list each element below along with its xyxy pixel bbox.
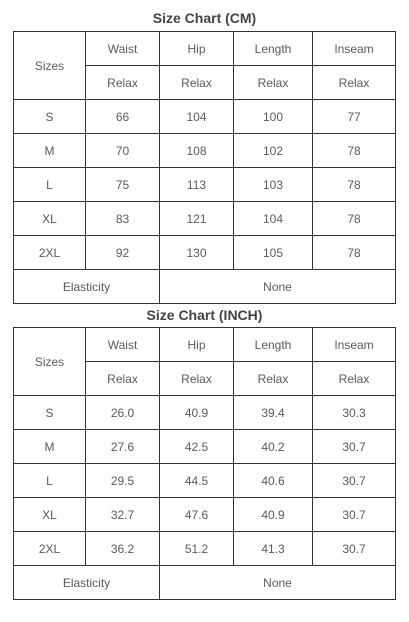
subheader-cell: Relax	[86, 362, 160, 396]
value-cell: 47.6	[160, 498, 234, 532]
value-cell: 40.9	[234, 498, 313, 532]
column-header-cell: Waist	[86, 328, 160, 362]
value-cell: 78	[313, 236, 396, 270]
value-cell: 26.0	[86, 396, 160, 430]
sizes-header-cell: Sizes	[14, 32, 86, 100]
size-cell: XL	[14, 202, 86, 236]
value-cell: 83	[86, 202, 160, 236]
subheader-cell: Relax	[313, 66, 396, 100]
table-row	[14, 236, 396, 270]
elasticity-row	[14, 566, 396, 600]
value-cell: 42.5	[160, 430, 234, 464]
column-header-cell: Length	[234, 328, 313, 362]
size-table-inch	[13, 327, 396, 600]
elasticity-value-cell: None	[160, 566, 396, 600]
table-row	[14, 100, 396, 134]
size-cell: S	[14, 100, 86, 134]
column-header-cell: Hip	[160, 328, 234, 362]
value-cell: 39.4	[234, 396, 313, 430]
value-cell: 44.5	[160, 464, 234, 498]
column-header-cell: Waist	[86, 32, 160, 66]
value-cell: 100	[234, 100, 313, 134]
subheader-cell: Relax	[313, 362, 396, 396]
value-cell: 77	[313, 100, 396, 134]
size-cell: M	[14, 134, 86, 168]
value-cell: 78	[313, 134, 396, 168]
value-cell: 92	[86, 236, 160, 270]
value-cell: 105	[234, 236, 313, 270]
table-row	[14, 168, 396, 202]
value-cell: 78	[313, 168, 396, 202]
size-cell: XL	[14, 498, 86, 532]
value-cell: 113	[160, 168, 234, 202]
size-cell: 2XL	[14, 236, 86, 270]
table-header-row	[14, 328, 396, 362]
subheader-cell: Relax	[234, 362, 313, 396]
table-row	[14, 134, 396, 168]
chart-title-cm: Size Chart (CM)	[152, 10, 257, 26]
subheader-cell: Relax	[160, 66, 234, 100]
value-cell: 30.7	[313, 430, 396, 464]
column-header-cell: Hip	[160, 32, 234, 66]
value-cell: 130	[160, 236, 234, 270]
value-cell: 30.7	[313, 464, 396, 498]
value-cell: 30.7	[313, 498, 396, 532]
size-table-cm	[13, 31, 396, 304]
value-cell: 121	[160, 202, 234, 236]
size-cell: M	[14, 430, 86, 464]
value-cell: 51.2	[160, 532, 234, 566]
value-cell: 32.7	[86, 498, 160, 532]
value-cell: 103	[234, 168, 313, 202]
table-row	[14, 532, 396, 566]
table-row	[14, 396, 396, 430]
value-cell: 41.3	[234, 532, 313, 566]
value-cell: 108	[160, 134, 234, 168]
elasticity-row	[14, 270, 396, 304]
value-cell: 78	[313, 202, 396, 236]
elasticity-label-cell: Elasticity	[14, 270, 160, 304]
column-header-cell: Length	[234, 32, 313, 66]
value-cell: 40.6	[234, 464, 313, 498]
value-cell: 102	[234, 134, 313, 168]
value-cell: 40.9	[160, 396, 234, 430]
sizes-header-cell: Sizes	[14, 328, 86, 396]
size-cell: L	[14, 168, 86, 202]
chart-title-inch: Size Chart (INCH)	[146, 307, 263, 323]
value-cell: 30.7	[313, 532, 396, 566]
value-cell: 36.2	[86, 532, 160, 566]
value-cell: 30.3	[313, 396, 396, 430]
subheader-cell: Relax	[160, 362, 234, 396]
column-header-cell: Inseam	[313, 328, 396, 362]
size-cell: S	[14, 396, 86, 430]
value-cell: 75	[86, 168, 160, 202]
elasticity-label-cell: Elasticity	[14, 566, 160, 600]
table-row	[14, 202, 396, 236]
value-cell: 29.5	[86, 464, 160, 498]
table-row	[14, 464, 396, 498]
value-cell: 104	[160, 100, 234, 134]
table-row	[14, 498, 396, 532]
value-cell: 40.2	[234, 430, 313, 464]
size-cell: L	[14, 464, 86, 498]
size-cell: 2XL	[14, 532, 86, 566]
subheader-cell: Relax	[86, 66, 160, 100]
value-cell: 27.6	[86, 430, 160, 464]
table-header-row	[14, 32, 396, 66]
table-row	[14, 430, 396, 464]
subheader-cell: Relax	[234, 66, 313, 100]
elasticity-value-cell: None	[160, 270, 396, 304]
column-header-cell: Inseam	[313, 32, 396, 66]
value-cell: 104	[234, 202, 313, 236]
value-cell: 70	[86, 134, 160, 168]
value-cell: 66	[86, 100, 160, 134]
